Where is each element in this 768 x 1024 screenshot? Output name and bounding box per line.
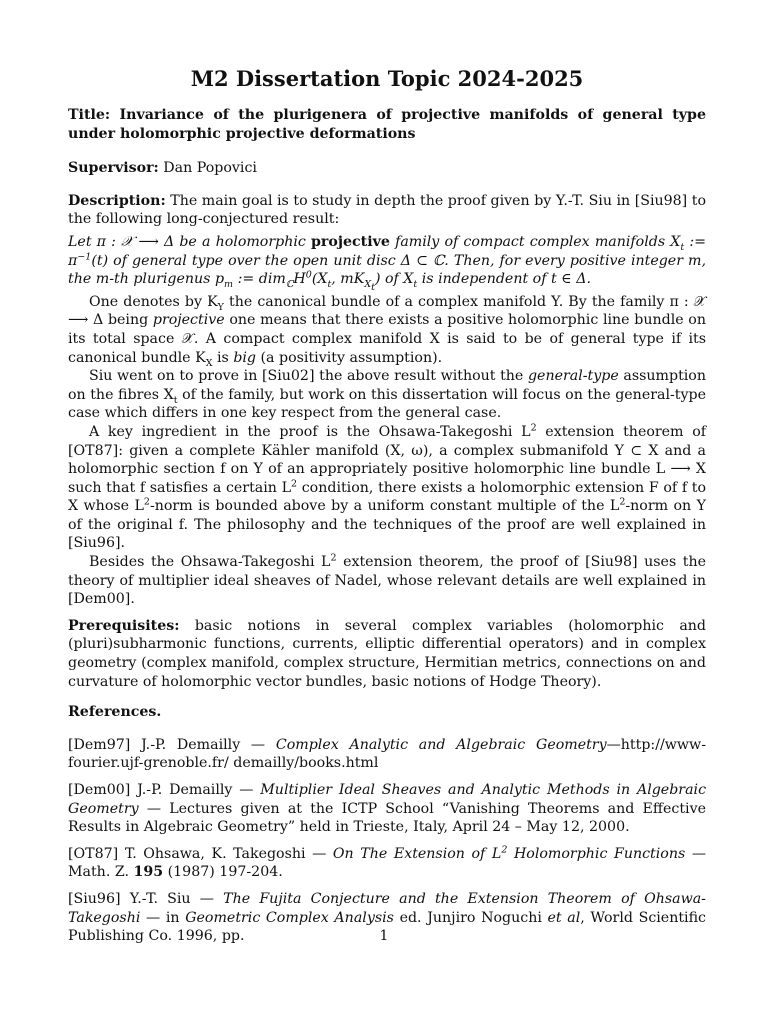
- reference-authors: Y.-T. Siu —: [129, 890, 214, 907]
- para-text: is: [212, 349, 234, 366]
- reference-details: — in: [146, 909, 180, 926]
- theorem-sub: [364, 278, 375, 293]
- description-section: [68, 192, 706, 609]
- para-sub: Y: [217, 301, 224, 313]
- document-page: [68, 66, 706, 954]
- theorem-text: , mK: [331, 271, 365, 288]
- page-title: M2 Dissertation Topic 2024-2025: [190, 66, 584, 91]
- reference-authors: J.-P. Demailly —: [137, 782, 254, 798]
- theorem-text: := dim: [233, 271, 286, 288]
- reference-title-sup: 2: [501, 844, 508, 856]
- theorem-sub: ℂ: [285, 278, 294, 290]
- description-intro: [68, 192, 706, 229]
- theorem-sub: t: [680, 241, 685, 253]
- reference-details: , World Scientific Publishing Co. 1996, pp.: [68, 909, 706, 945]
- theorem-text: Let π : 𝒳 ⟶ Δ be a holomorphic: [68, 233, 306, 250]
- para-text: -norm is bounded above by a uniform constant multiple of the L: [149, 498, 620, 515]
- para-sup: 2: [291, 477, 298, 489]
- para-sub: t: [173, 394, 178, 406]
- supervisor-line: [68, 159, 706, 178]
- reference-details: ed. Junjiro Noguchi: [399, 909, 542, 926]
- para-text: (a positivity assumption).: [256, 349, 443, 366]
- para-text: One denotes by K: [89, 293, 218, 310]
- main-theorem: [68, 233, 707, 293]
- reference-title-part: On The Extension of L: [332, 845, 502, 862]
- para-text: assumption on the fibres X: [68, 368, 706, 403]
- theorem-text: (X: [311, 271, 328, 288]
- para-sup: 2: [330, 552, 337, 564]
- para-italic: projective: [152, 312, 225, 329]
- reference-volume: 195: [133, 864, 164, 881]
- theorem-bold: projective: [311, 233, 390, 250]
- references-list: [68, 736, 706, 946]
- description-label: Description:: [68, 192, 166, 209]
- theorem-sub-x: X: [364, 278, 372, 290]
- reference-key: [OT87]: [68, 845, 119, 862]
- supervisor-label: Supervisor:: [68, 160, 159, 177]
- thesis-title-text: Invariance of the plurigenera of projective manifolds of general type under holomorphic projective deformations: [68, 107, 706, 142]
- para-sup: 2: [530, 422, 537, 434]
- theorem-sup: 0: [305, 269, 312, 281]
- reference-ot87: [68, 845, 706, 882]
- para-sup: 2: [619, 496, 626, 508]
- theorem-sub: t: [413, 278, 418, 290]
- prerequisites-label: Prerequisites:: [68, 617, 180, 634]
- reference-dem00: [68, 781, 706, 837]
- paragraph-canonical-bundle: [68, 293, 706, 367]
- reference-key: [Dem97]: [68, 736, 131, 753]
- supervisor-name: Dan Popovici: [163, 160, 257, 177]
- prerequisites-section: [68, 617, 706, 691]
- reference-title: Complex Analytic and Algebraic Geometry: [275, 736, 607, 753]
- paragraph-ohsawa-takegoshi: [68, 423, 706, 553]
- para-text: the canonical bundle of a complex manifold Y. By the family π : 𝒳 ⟶ Δ being: [68, 293, 706, 329]
- para-text: one means that there exists a positive holomorphic line bundle on its total space 𝒳. A compact complex manifold X is said to be of general type if its canonical bundle K: [68, 312, 706, 366]
- theorem-text: (t) of general type over the open unit disc Δ ⊂ ℂ. Then, for every positive integer m, the m-th plurigenus p: [68, 252, 706, 288]
- thesis-title: [68, 106, 706, 143]
- reference-pages: (1987) 197-204.: [167, 864, 283, 881]
- page-number: 1: [379, 928, 389, 944]
- para-sup: 2: [143, 496, 150, 508]
- theorem-sub: m: [224, 278, 234, 290]
- paragraph-multiplier-ideal: [68, 553, 706, 609]
- theorem-text: H: [293, 271, 306, 288]
- para-italic: general-type: [527, 368, 619, 385]
- para-text: -norm on Y of the original f. The philosophy and the techniques of the proof are well explained in [Siu96].: [68, 498, 706, 552]
- para-text: Besides the Ohsawa-Takegoshi L: [89, 554, 331, 571]
- reference-journal: — Math. Z.: [68, 845, 707, 881]
- theorem-sup: −1: [77, 250, 92, 262]
- reference-details: — Lectures given at the ICTP School “Vanishing Theorems and Effective Results in Algebraic Geometry” held in Trieste, Italy, April 24 – May 12, 2000.: [68, 800, 706, 836]
- reference-dem97: [68, 736, 706, 773]
- reference-title: [333, 846, 685, 862]
- para-text: of the family, but work on this dissertation will focus on the general-type case which differs in one key respect from the general case.: [68, 386, 706, 422]
- paragraph-siu02: [68, 367, 706, 423]
- para-italic: big: [233, 349, 257, 366]
- para-text: extension theorem of [OT87]: given a complete Kähler manifold (X, ω), a complex submanifold Y ⊂ X and a holomorphic section f on Y of an appropriately positive holomorphic line bundle L ⟶ X such that f satisfies a certain L: [68, 423, 706, 496]
- para-text: condition, there exists a holomorphic extension F of f to X whose L: [68, 479, 707, 515]
- reference-url: —http://www-fourier.ujf-grenoble.fr/ demailly/books.html: [68, 736, 706, 772]
- theorem-text: family of compact complex manifolds X: [395, 233, 681, 250]
- para-text: Siu went on to prove in [Siu02] the above result without the: [89, 368, 528, 385]
- description-intro-text: The main goal is to study in depth the proof given by Y.-T. Siu in [Siu98] to the following long-conjectured result:: [68, 192, 706, 228]
- prerequisites-text: basic notions in several complex variables (holomorphic and (pluri)subharmonic functions, currents, elliptic differential operators) and in complex geometry (complex manifold, complex structure, Hermitian metrics, connections on and curvature of holomorphic vector bundles, basic notions of Hodge Theory).: [68, 617, 706, 690]
- para-text: A key ingredient in the proof is the Ohsawa-Takegoshi L: [89, 423, 531, 440]
- reference-book: Geometric Complex Analysis: [185, 909, 394, 926]
- reference-authors: J.-P. Demailly —: [141, 736, 266, 753]
- theorem-text: is independent of t ∈ Δ.: [417, 271, 591, 288]
- reference-key: [Dem00]: [68, 782, 131, 798]
- theorem-text: ) of X: [374, 271, 414, 288]
- theorem-sub-t: t: [371, 281, 375, 293]
- reference-title: Multiplier Ideal Sheaves and Analytic Methods in Algebraic Geometry: [68, 782, 707, 817]
- reference-key: [Siu96]: [68, 890, 121, 907]
- theorem-text: := π: [68, 233, 707, 269]
- thesis-title-label: Title:: [68, 107, 111, 123]
- reference-title-part: Holomorphic Functions: [507, 845, 686, 862]
- para-text: extension theorem, the proof of [Siu98] uses the theory of multiplier ideal sheaves of Nadel, whose relevant details are well explained in [Dem00].: [68, 554, 707, 608]
- references-heading: References.: [68, 704, 162, 721]
- reference-authors: T. Ohsawa, K. Takegoshi —: [124, 845, 327, 862]
- para-sub: X: [205, 357, 213, 369]
- theorem-sub: t: [327, 278, 332, 290]
- reference-etal: et al: [547, 909, 581, 926]
- reference-title: The Fujita Conjecture and the Extension Theorem of Ohsawa-Takegoshi: [68, 890, 706, 926]
